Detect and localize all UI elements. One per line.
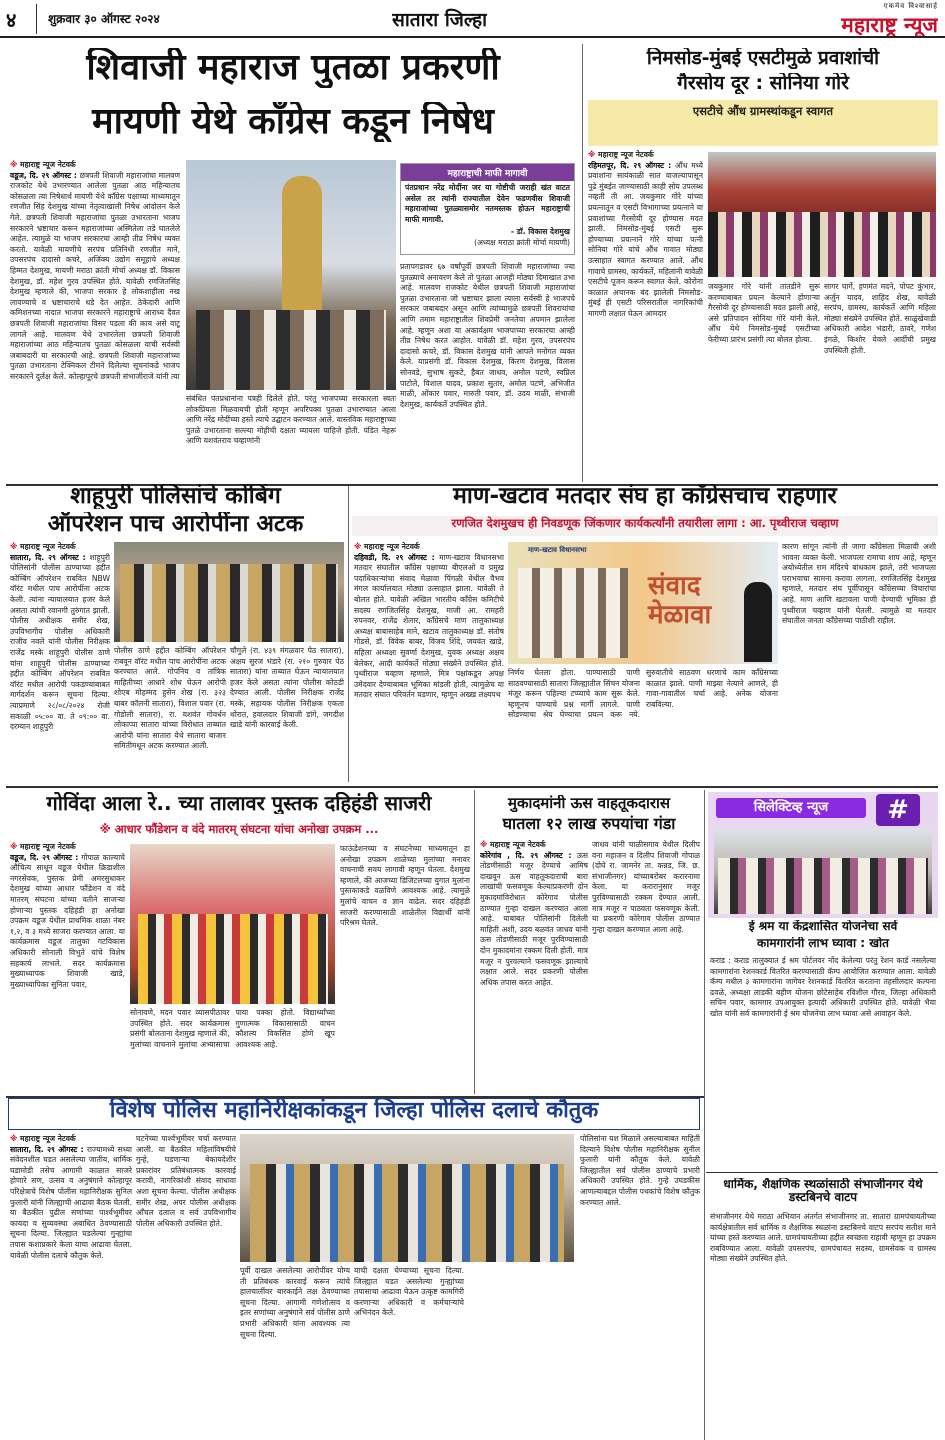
s9-dateline: सातारा, दि. २९ ऑगस्ट : [10,1144,84,1154]
s1-col1-text: छत्रपती शिवाजी महाराजांचा मालवण राजकोट येथे उभारण्यात आलेला पुतळा आठ महिन्यातच कोसळला त्या निषेधार्थ मायणी येथे काँग्रेस पक्षाच्या माध्यमातून रणजीत सिंह देशमुख यांच्या नेतृत्वाखाली निषेध आंदोलन केले गेले. छत्रपती शिवाजी महाराजांचा पुतळा उभारताना भाजप सरकारने भ्रष्टाचार करून महाराजांच्या अस्मितेला तडे घातलेले आहेत. त्यामुळे या भाजप सरकारचा आम्ही तीव्र निषेध व्यक्त करतो. यावेळी मायणीचे सरपंच प्रतिनिधी रणजीत माने, उपसरपंच दादासो कचरे, अजिंक्य उद्योग समूहाचे अध्यक्ष हिम्मत देशमुख, मायणी मराठा क्रांती मोर्चा अध्यक्ष डॉ. विकास देशमुख, डॉ. महेश गुरव उपस्थित होते. यावेळी रणजितसिंह देशमुख म्हणाले की, भाजपा सरकार हे लोकशाहीला नख लावण्याचे व भ्रष्टाचाराचे धडे देत आहेत. ठेकेदारी आणि कमिशनच्या नादात भाजपा सरकारने महाराष्ट्राचे आराध्य दैवत छत्रपती शिवाजी महाराजांचा विसर पडला की काय असे वाटू लागले आहे. मालवण येथे उभारलेला छत्रपती शिवाजी महाराजांच्या आठ महिन्यातच पुतळा कोसळला याची सर्वस्वी जबाबदारी या सरकारची आहे. छत्रपती शिवाजी महाराजांच्या पुतळा उभारताना टेक्निकल टीमने दिलेल्या सूचनांकडे भाजप सरकारने दुर्लक्ष केले. कोल्हापूरचे छत्रपती संभाजीराजे यांनी त्या [10,170,180,381]
column-divider [474,790,475,1094]
logo-name: महाराष्ट्र न्यूज [841,12,938,36]
s3-body-col2: पोलीस ठाणे हद्दीत कोम्बिंग ऑपरेशन राबवून वॉरंट मधील पाच आरोपींना अटक करण्यात आले. गोपनिय व तांत्रिक माहितीच्या आधारे शोध घेऊन आरोपी शोएब मोहम्मद हुसेन शेख (रा. ३२३ बाबर कॉलनी सातारा), विशाल पवार (रा. गोडोली सातारा), रा. यशवंत गोवर्धन लोकाप्पा सातारा यांच्या विरोधात ताब्यात आरोपी यांना सातारा येथे सातारा बाजार समितीमधून अटक करण्यात आली. [114,646,226,751]
s2-body-col3: सागर घार्गे, हणमंत मदने, पोपट कुंभार, अर्जुन यादव, शाहिद शेख, यावेळी सरपंच, ग्रामस्थ, कार्यकर्ते आणि महिला मोठ्या संख्येने उपस्थित होते. साळुंखेवाडी अधिकारी आदेश भंडारी, ठावरे, गणेश इंगळे, किशोर येवले आदींची प्रमुख उपस्थिती होती. [824,282,936,355]
s9-body-col1 [10,1134,132,1436]
s9-body-col5-a [468,1266,574,1436]
group-shape [120,564,338,642]
s4-banner-line1: माण-खटाव विधानसभा [528,546,587,554]
s3-body-col1 [10,542,110,782]
s5-body-col2: फाऊंडेशनच्या व संघटनेच्या माध्यमातून हा अनोखा उपक्रम शाळेच्या मुलांच्या मनावर वाचनाची सवय लागावी म्हणून घेतला. देशमुख म्हणाले, की आजच्या डिजिटलच्या युगात मुलांना पुस्तकाकडे वळविणे आवश्यक आहे. त्यामुळे मुलांचे वाचन व ज्ञान वाढेल. सदर दहिहंडी साजरी करण्यासाठी शाळेतील विद्यार्थी यांनी परिश्रम घेतले. [340,844,470,928]
column-divider [348,486,349,782]
column-divider [582,44,583,482]
s8-headline: धार्मिक, शैक्षणिक स्थळांसाठी संभाजीनगर येथे डस्टबिनचे वाटप [723,1178,923,1205]
s3-byline: महाराष्ट्र न्यूज नेटवर्क [20,542,76,551]
s4-dateline: दहिवडी, दि. २९ ऑगस्ट : [354,552,435,562]
s4-body-col3: कारण सांगून त्यांनी ती जागा काँग्रेसला मिळावी अशी भावना व्यक्त केली. भाजपला रामाचा शाप आहे, म्हणून अयोध्येतील राम मंदिरचे बांधकाम झाले, तरी भाजपला पराभवाचा सामना करावा लागला. रणजितसिंह देशमुख म्हणाले, मतदार संघ पूर्वीपासून काँग्रेसच्या विचारांचा आहे. माण आणि खटावला पाणी देण्याची भूमिका ही पृथ्वीराज चव्हाण यांनी घेतली. त्यामुळे या मतदार संघातील जनता काँग्रेसच्या पाठीशी राहील. [782,542,936,626]
bullet-icon: ※ [588,150,596,159]
portraits-shape [518,568,628,658]
s5-subhead: आधार फौंडेशन व वंदे मातरम् संघटना यांचा अनोखा उपक्रम ... [114,822,379,836]
s2-col1-text: औंध मध्ये प्रवाशांना सायंकाळी सात वाजल्यापासून पुढे मुंबईत जाण्यासाठी काही सोय उपलब्ध नव्हती ती आ. जयकुमार गोरे यांच्या प्रयत्नातून व एसटी विभागाच्या प्रयत्नाने या प्रवाशांच्या गैरसोयी दूर होण्यास मदत झाली. निमसोड-मुंबई एसटी सुरू होण्याच्या प्रयत्नाने गोरे यांच्या पत्नी सोनिया गोरे यांचे औंध गावात मोठ्या उत्साहात स्वागत करण्यात आले. औंध गावाचे ग्रामस्थ, कार्यकर्ते, महिलांनी यावेळी एसटीचे पूजन करून स्वागत केले. कोरोना काळात अचानक बंद झालेली निमसोड-मुंबई ही एसटी परिसरातील नागरिकांची मागणी लक्षात घेऊन आमदार [588,160,703,318]
s1-body-col2: संबंधित पंतप्रधानांना पत्रही दिलेले होते. परंतु भाजपच्या सरकारला स्वतः लोकप्रियता मिळवायची होती म्हणून अपरिपक्व पुतळा उभारण्यात आला आणि नरेंद्र मोदींच्या हस्ते त्याचे उद्घाटन करण्यात आले. वास्तविक महाराष्ट्राच्या पुतळे उभारताना सल्ल्या मोहीची दक्षता घ्यायला पाहिजे होती. पंडित नेहरू आणि यशवंतराव चव्हाणांनी [186,394,396,446]
s1-body-col1 [10,160,180,480]
s5-body-col1 [10,842,125,1094]
bullet-icon: ※ [10,160,18,169]
s4-banner-text: संवाद मेळावा [648,571,712,630]
s2-headline-2: गैरसोय दूर : सोनिया गोरे [677,73,849,94]
s9-police-photo [240,1134,574,1262]
s6-col1-text: ऊस तोडणीसाठी मजूर देण्याचे आमिष दाखवून ऊस वाहतूकदाराची बारा लाखांची फसवणूक केल्याप्रकरणी दोन मुकादमांविरोधात कोरेगाव पोलीस ठाण्यात गुन्हा दाखल करण्यात आला आहे. याबाबत पोलिसांनी दिलेली माहिती अशी, उदय बळवंत जाधव यांनी ऊस तोडणीसाठी मजूर पुरविण्यासाठी दोन मुकादमांना रक्कम दिली होती. मात्र मजूर न पुरवल्याने फसवणूक झाल्याचे लक्षात आले. सदर प्रकरणी पोलीस अधिक तपास करत आहेत. [480,850,588,987]
s2-body-col1 [588,150,703,480]
s4-headline: माण-खटाव मतदार संघ हा काँग्रेसचाच राहणार [453,484,837,509]
bullet-icon: ※ [10,842,18,851]
bullet-icon: ※ [10,542,18,551]
s7-body: कराड : कराड तालुक्यात ई श्रम पोर्टलवर नोंद केलेल्या परंतु रेशन कार्ड नसलेल्या कामगारांना रेशनकार्ड वितरित करण्यासाठी कॅम्प आयोजित करण्यात आला. यावेळी कॅम्प मधील ३ कामगारांना जागेवर रेशनकार्ड वितरित करताना तहसीलदार कल्पना ढवळे, अध्यक्षा लाडकी बहीण योजना छोटेसाहेब रविशील गौरव, जिल्हा अधिकारी सचिन पवार, कामगार उपआयुक्त इत्यादी अधिकारी उपस्थित होते. यावेळी भैया खोत यांनी सर्व कामगारांनी ई श्रम योजनेचा लाभ घ्यावा असे आवाहन केले. [710,956,936,1018]
s6-body-col2: जाधव यांनी चाळीसगाव येथील दिलीप वना महाजन व दिलीप शिवाजी गोपाळ (दोघे रा. जामनेर ता. कन्नड, जि. छ. संभाजीनगर) यांच्याबरोबर करारनामा केला. या करारानुसार मजूर पुरविण्यासाठी रक्कम देण्यात आली. मात्र मजूर न पाठवता फसवणूक केली. या प्रकरणी कोरेगाव पोलीस ठाण्यात गुन्हा दाखल करण्यात आला आहे. [592,840,700,934]
crowd-shape [196,310,386,390]
page-number: ४ [6,8,17,32]
s4-subhead: रणजित देशमुखच ही निवडणूक जिंकणार कार्यकर्त्यांनी तयारीला लागा : आ. पृथ्वीराज चव्हाण [352,516,938,536]
s6-body-col1 [480,840,588,1094]
s5-col1-text: गोपाळ काल्याचे औचित्य साधून वडूज येथील क्रिडाशील नगरसेवक, पुस्तक प्रेमी अमरसुधाकर देशमुख यांच्या आधार फौंडेशन व वंदे मातरम् संघटना यांच्या वतीने साजऱ्या होणाऱ्या पुस्तक दहिहंडी हा अनोखा उपक्रम वडूज येथील प्राथमिक शाळा नंबर १,२, व ३ मध्ये साजरा करण्यात आला. या कार्यक्रमास वडूज तालुका गटविकास अधिकारी सोनाली विभुते यांचे विशेष सहकार्य लाभले. सदर कार्यक्रमास मुख्याध्यापक शिवाजी खाडे, मुख्याध्यापिका सुनिता पवार, [10,852,125,989]
s6-dateline: कोरेगांव , दि. २९ ऑगस्ट : [480,850,572,860]
s3-col1-text: शाहूपुरी पोलिसांनी पोलीस ठाण्याच्या हद्दीत कोम्बिंग ऑपरेशन राबवित NBW वॉरंट मधील पाच आरोपींना अटक केली. त्यांना न्यायालयात हजर केले असता त्यांची रवानगी तुरुंगात झाली. पोलीस अधीक्षक समीर शेख, उपविभागीय पोलीस अधिकारी राजीव नवले यांनी पोलीस निरीक्षक राजेंद्र मस्के शाहूपुरी पोलीस ठाणे यांना शाहूपुरी पोलीस ठाण्याच्या हद्दीत कोम्बिंग ऑपरेशन राबवित वॉरंट मधील आरोपी पकडण्याबाबत मार्गदर्शन करून सूचना दिल्या. त्याप्रमाणे २८/०८/२०२४ रोजी सकाळी ०५:०० वा. ते ०९:०० वा. दरम्यान शाहूपुरी [10,552,110,732]
s1-quote-head: महाराष्ट्राची माफी मागावी [401,164,574,181]
s7-photo [714,828,932,914]
s1-protest-photo [186,160,396,390]
s5-byline: महाराष्ट्र न्यूज नेटवर्क [20,842,76,851]
crowd-shape [708,212,936,277]
s1-quote-body: पंतप्रधान नरेंद्र मोदींना जर या गोष्टीची जराही खंत वाटत असेल तर त्यांनी राज्यातील देवेन फडणवीस शिवाजी महाराजांच्या पुतळ्यासमोर नतमस्तक होऊन महाराष्ट्राची माफी मागावी. [405,183,570,224]
s1-body-col3: प्रतापगडावर ६७ वर्षांपूर्वी छत्रपती शिवाजी महाराजांच्या ज्या पुतळ्याचे अनावरण केले तो पुतळा आजही मोठ्या दिमाखात उभा आहे. मालवण राजकोट येथील छत्रपती शिवाजी महाराजांचा पुतळा उभारताना जो भ्रष्टाचार झाला त्याला सर्वस्वी हे भाजपचे सरकार जबाबदार असून आणि त्यांच्यामुळे छत्रपती शिवरायांचा आणि तमाम महाराष्ट्रातील शिवप्रेमी जनतेचा अपमान झालेला आहे. म्हणून अशा या अकार्यक्षम भाजपाच्या सरकारचा आम्ही तीव्र निषेध करत आहोत. यावेळी डॉ. महेश गुरव, उपसरपंच दादासो कचरे, डॉ. विकास देशमुख यांनी आपले मनोगत व्यक्त केले. याप्रसंगी डॉ. विकास देशमुख, किरण देशमुख, विलास सोनवडे, सुभाष सुकटे, हैबत जाधव, अमोल पटणे, स्वप्निल पाटोले, विशाल यादव, प्रकाश सुतार, अमोल पटणे, अभिजीत माळी, ओंकार पवार, मारुती पवार, डॉ. उदय माळी, संभाजी देशमुख, कार्यकर्ते उपस्थित होते. [400,262,575,409]
issue-date: शुक्रवार ३० ऑगस्ट २०२४ [48,12,160,26]
speaker-shape [744,582,772,662]
bullet-icon: ※ [354,542,362,551]
s3-body-col3: चौगुले (रा. ४३९ मंगळवार पेठ सातारा), अक्षय सुरज भंडारे (रा. २१० गुरुवार पेठ सातारा) यांना ताब्यात घेऊन न्यायालयात हजर केले असता त्यांना पोलीस कोठडी देण्यात आली. पोलीस निरीक्षक राजेंद्र मस्के, सहायक पोलीस निरीक्षक एकता थोरात, हवालदार शिवाजी डांगे, जगदीश खाडे यांनी कारवाई केली. [230,646,344,730]
s5-headline: गोविंदा आला रे.. च्या तालावर पुस्तक दहिहंडी साजरी [46,792,432,814]
s3-headline-1: शाहूपुरी पोलिसांचे कोंबिंग [70,484,281,509]
s5-dateline: वडूज, दि. २९ ऑगस्ट : [10,852,79,862]
s4-rally-photo [508,542,778,664]
children-shape [138,914,328,1004]
s1-headline-2: मायणी येथे काँग्रेस कडून निषेध [92,102,494,142]
s3-headline-2: ऑपरेशन पाच आरोपींना अटक [47,512,304,537]
s1-quote-sig: - डॉ. विकास देशमुख [510,227,570,237]
s1-quote-box [400,163,575,255]
s2-bus-photo [708,152,936,277]
s2-headline-1: निमसोड-मुंबई एसटीमुळे प्रवाशांची [646,48,880,69]
column-divider [704,790,705,1440]
s9-body-col3: पूर्वी दाखल असलेल्या आरोपींवर योग्य ती प्रतिबंधक कारवाई करून त्यांचे हालचालींवर बारकाईने लक्ष ठेवण्याच्या सूचना दिल्या. आगामी गणेशोत्सव व इतर सणांच्या अनुषंगाने सर्व पोलीस ठाणे प्रभारी अधिकारी यांना आवश्यक त्या सूचना दिल्या. [240,1266,350,1339]
s9-body-col4: याची दक्षता घेण्याच्या सूचना दिल्या. जिल्ह्यात घडत असलेल्या गुन्ह्यांच्या तपासाचा आढावा घेऊन उत्कृष्ट कामगिरी करणाऱ्या अधिकारी व कर्मचाऱ्यांचे अभिनंदन केले. [354,1266,464,1318]
officers-shape [250,1164,564,1262]
s2-byline: महाराष्ट्र न्यूज नेटवर्क [598,150,654,159]
s9-body-col2: घटनेच्या पार्श्वभूमीवर चर्चा करण्यात आली. या बैठकीत महिलांविषयीचे गुन्हे, घडणाऱ्या बेकायदेशीर प्रकारांवर प्रतिबंधात्मक कारवाई करावी, नागरिकांशी संवाद साधावा अशा सूचना केल्या. पोलीस अधीक्षक समीर शेख, अपर पोलीस अधीक्षक आँचल दलाल व सर्व उपविभागीय पोलीस अधिकारी उपस्थित होते. [136,1134,236,1228]
selective-news-panel [708,792,938,918]
s6-headline-1: मुकादमांनी ऊस वाहतूकदारास [507,795,671,812]
s3-police-photo [114,542,344,642]
s9-byline: महाराष्ट्र न्यूज नेटवर्क [20,1134,76,1143]
bullet-icon: ※ [10,1134,18,1143]
s9-headline: विशेष पोलिस महानिरीक्षकांकडून जिल्हा पोलिस दलाचे कौतुक [8,1098,700,1130]
s3-dateline: सातारा, दि. २९ ऑगस्ट : [10,552,86,562]
s9-col1-text: राज्यामध्ये सध्या संवेदनशील घडत असलेल्या जातीय, धार्मिक घडामोडी तसेच आगामी काळात साजरे होणारे सण, उत्सव व अनुषंगाने कोल्हापूर परिक्षेत्राचे विशेष पोलीस महानिरीक्षक सुनिल फुलारी यांनी जिल्ह्याची आढावा बैठक घेतली. या बैठकीत पुढील सणांच्या पार्श्वभूमीवर कायदा व सुव्यवस्था अबाधित ठेवण्यासाठी सूचना दिल्या. जिल्ह्यात घडलेल्या गुन्ह्यांचा तपास कशाप्रकारे केला याचा आढावा घेतला. यावेळी पोलीस दलाचे कौतुक केले. [10,1144,132,1260]
s8-body: संभाजीनगर येथे मराठा अभियान अंतर्गत संभाजीनगर ता. सातारा ग्रामपंचायतीच्या कार्यक्षेत्रातील सर्व धार्मिक व शैक्षणिक स्थळांना डस्टबिनचे वाटप सरपंच सतीश माने यांच्या हस्ते करण्यात आले. ग्रामपंचायतीच्या हद्दीत स्वच्छता राहावी म्हणून हा उपक्रम राबविण्यात आला. यावेळी उपसरपंच, ग्रामपंचायत सदस्य, ग्रामसेवक व ग्रामस्थ मोठ्या संख्येने उपस्थित होते. [710,1212,936,1264]
s6-byline: महाराष्ट्र न्यूज नेटवर्क [490,840,546,849]
s5-event-photo [130,844,335,1004]
s4-body-col2: निर्णय घेतला होता. पाण्यासाठी पाणी साठवण्यासाठी सातारा जिल्ह्यातील सिंचन योजना मंजूर करून पहिल्या टप्प्याचे काम सुरू केले. म्हणूनच पाण्याचे प्रश्न मार्गी लागले. पाणी सोडण्याचा श्रेय घेण्याचा प्रयत्न करू नये. सुरुवातीचे साठवण धरणाचे काम काँग्रेसच्या काळात झाले. पाणी माझ्या नेत्याने आणले, ही गावा-गावातील चर्चा आहे. अनेक योजना राबविल्या. [508,668,778,720]
bullet-icon: ※ [99,822,111,836]
s4-col1-text: माण-खटाव विधानसभा मतदार संघातील काँग्रेस पक्षाच्या बीएलओ व प्रमुख पदाधिकाऱ्यांचा संवाद मेळावा पिंगळी येथील वैभव मंगल कार्यालयात मोठ्या उत्साहात झाला. यावेळी ते बोलत होते. यावेळी अखिल भारतीय काँग्रेस कमिटीचे सदस्य रणजितसिंह देशमुख, माजी आ. रामहरी रुपनवर, राजेंद्र शेलार, काँग्रेसचे माण तालुकाध्यक्ष अध्यक्ष बाबासाहेब माने, खटाव तालुकाध्यक्ष डॉ. संतोष गोडसे, डॉ. विवेक बाबर, विजय शिंदे, जयवंत खाडे, महिला अध्यक्षा सुवर्णा देशमुख, युवक अध्यक्ष अक्षय बेलेकर, आदी कार्यकर्ते मोठ्या संख्येने उपस्थित होते. पृथ्वीराज चव्हाण म्हणाले, मित्र पक्षांकडून अपक्ष उमेदवार देण्याबाबत भूमिका मांडली होती, त्यामुळेच या मतदार संघात परिवर्तन घडणार, म्हणून अख्ख लक्ष्यपथ [354,552,504,700]
newspaper-logo [768,2,938,36]
s2-body-col2: जयकुमार गोरे यांनी तातडीने सुरू करण्याबाबत प्रयत्न केल्याने होणाऱ्या गैरसोयी दूर होण्यासाठी मदत झाली आहे, असे प्रतिपादन सोनिया गोरे यांनी केले. औंध येथे निमसोड-मुंबई एसटीच्या फेरीच्या प्रारंभ प्रसंगी त्या बोलत होत्या. [708,282,820,344]
bullet-icon: ※ [480,840,488,849]
s1-quote-sig2: (अध्यक्ष मराठा क्रांती मोर्चा मायणी) [474,237,570,247]
s5-body-col3: सोनावणे, मदन पवार व्यासपीठावर उपस्थित होते. सदर कार्यक्रमास प्रसंगी बोलताना देशमुख म्हणाले की, मुलांच्या वाचनाने मुलांचा अभ्यासाचा पाया पक्का होतो. विद्यार्थ्यांच्या गुणात्मक विकासासाठी वाचन कौशल्य विकसित होणे खूप आवश्यक आहे. [130,1008,335,1049]
section-divider [706,1172,938,1173]
s6-headline-2: घातला १२ लाख रुपयांचा गंडा [502,815,676,833]
s2-dateline: रहिमतपूर, दि. २९ ऑगस्ट : [588,160,672,170]
s1-byline: महाराष्ट्र न्यूज नेटवर्क [20,160,76,169]
hash-icon: # [876,794,920,826]
s7-headline-2: कामगारांनी लाभ घ्यावा : खोत [757,937,889,950]
s1-dateline: वडूज, दि. २९ ऑगस्ट : [10,170,77,180]
s2-subhead: एसटीचे औंध ग्रामस्थांकडून स्वागत [588,100,938,146]
group-shape [718,858,928,914]
section-divider [6,786,938,788]
s7-headline-1: ई श्रम या केंद्रशासित योजनेचा सर्व [748,920,898,933]
s4-byline: महाराष्ट्र न्यूज नेटवर्क [364,542,420,551]
s1-headline-1: शिवाजी महाराज पुतळा प्रकरणी [86,48,500,88]
s4-body-col1 [354,542,504,782]
district-title: सातारा जिल्हा [392,9,488,31]
selective-news-badge: सिलेक्टिव्ह न्यूज [716,798,866,818]
s9-body-col5: पोलिसांना यश मिळाले असल्याबाबत माहिती दिल्याने विशेष पोलीस महानिरीक्षक सुनील फुलारी यांनी कौतुक केले. यावेळी जिल्ह्यातील सर्व पोलीस ठाण्याचे प्रभारी अधिकारी उपस्थित होते. गुन्हे उघडकीस आणल्याबद्दल पोलीस पथकांचे विशेष कौतुक करण्यात आले. [580,1134,700,1207]
logo-tagline: एकमेव विश्वासार्ह [883,2,938,10]
